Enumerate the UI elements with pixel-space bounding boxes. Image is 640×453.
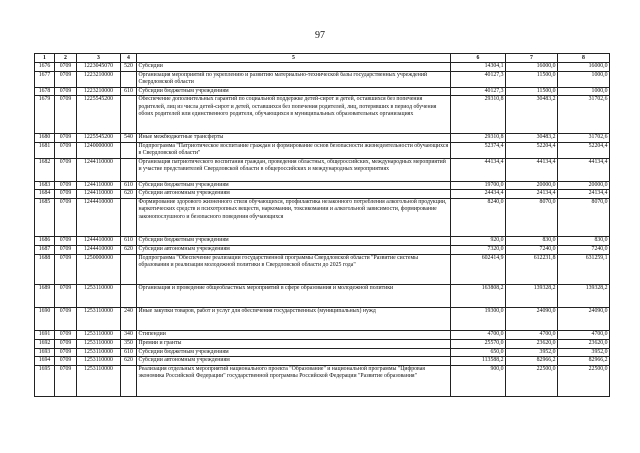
row-number-cell: 1694 [35,357,55,366]
description-cell: Субсидии бюджетным учреждениям [137,348,451,357]
description-cell: Организация и проведение общеобластных мероприятий в сфере образования и молодежной политики [137,285,451,308]
table-row [35,96,610,134]
row-number-cell: 1684 [35,190,55,199]
column-header: 1 [35,54,55,63]
section-code-cell: 0709 [55,357,77,366]
description-cell: Реализация отдельных мероприятий национального проекта "Образование" и национальной программы "Цифровая экономика Российской Федерации" государственной программы Российской Федерации "Развитие образования" [137,366,451,397]
target-article-cell: 1253110000 [77,348,121,357]
amount-2021-cell: 44134,4 [506,158,558,181]
target-article-cell: 1244110000 [77,158,121,181]
target-article-cell: 1244410000 [77,236,121,245]
target-article-cell: 1244110000 [77,181,121,190]
section-code-cell: 0709 [55,87,77,96]
amount-2021-cell: 11500,0 [506,87,558,96]
expense-type-cell: 610 [121,87,137,96]
amount-2022-cell: 23620,0 [558,339,610,348]
target-article-cell: 1253110000 [77,308,121,331]
expense-type-cell: 240 [121,308,137,331]
description-cell: Стипендии [137,330,451,339]
row-number-cell: 1682 [35,158,55,181]
section-code-cell: 0709 [55,254,77,285]
expense-type-cell: 340 [121,330,137,339]
amount-2020-cell: 113588,2 [451,357,506,366]
amount-2021-cell: 11500,0 [506,71,558,87]
target-article-cell: 1223045070 [77,63,121,72]
amount-2020-cell: 8240,0 [451,199,506,237]
table-row [35,199,610,237]
row-number-cell: 1692 [35,339,55,348]
amount-2020-cell: 19300,0 [451,308,506,331]
amount-2022-cell: 139328,2 [558,285,610,308]
table-row [35,71,610,87]
description-cell: Субсидии бюджетным учреждениям [137,236,451,245]
row-number-cell: 1685 [35,199,55,237]
column-header: 3 [77,54,121,63]
expense-type-cell: 610 [121,348,137,357]
amount-2021-cell: 52204,4 [506,142,558,158]
row-number-cell: 1688 [35,254,55,285]
section-code-cell: 0709 [55,181,77,190]
amount-2022-cell: 31702,6 [558,96,610,134]
amount-2020-cell: 14304,1 [451,63,506,72]
amount-2020-cell: 25570,0 [451,339,506,348]
section-code-cell: 0709 [55,308,77,331]
table-row [35,158,610,181]
row-number-cell: 1678 [35,87,55,96]
amount-2020-cell: 650,0 [451,348,506,357]
section-code-cell: 0709 [55,348,77,357]
amount-2021-cell: 23620,0 [506,339,558,348]
section-code-cell: 0709 [55,285,77,308]
table-body [35,63,610,397]
amount-2021-cell: 8070,0 [506,199,558,237]
table-row [35,366,610,397]
amount-2020-cell: 19700,0 [451,181,506,190]
amount-2022-cell: 24090,0 [558,308,610,331]
expense-type-cell: 540 [121,134,137,143]
table-row [35,181,610,190]
section-code-cell: 0709 [55,134,77,143]
amount-2021-cell: 4700,0 [506,330,558,339]
amount-2022-cell: 16000,0 [558,63,610,72]
row-number-cell: 1676 [35,63,55,72]
target-article-cell: 1244410000 [77,245,121,254]
amount-2022-cell: 22500,0 [558,366,610,397]
target-article-cell: 1253110000 [77,366,121,397]
row-number-cell: 1695 [35,366,55,397]
target-article-cell: 1225545200 [77,96,121,134]
amount-2022-cell: 830,0 [558,236,610,245]
row-number-cell: 1687 [35,245,55,254]
expense-type-cell: 350 [121,339,137,348]
table-row [35,63,610,72]
amount-2022-cell: 3952,0 [558,348,610,357]
target-article-cell: 1253110000 [77,357,121,366]
description-cell: Иные межбюджетные трансферты [137,134,451,143]
description-cell: Иные закупки товаров, работ и услуг для обеспечения государственных (муниципальных) нужд [137,308,451,331]
description-cell: Субсидии автономным учреждениям [137,190,451,199]
amount-2021-cell: 24134,4 [506,190,558,199]
amount-2020-cell: 24434,4 [451,190,506,199]
expense-type-cell: 610 [121,236,137,245]
amount-2022-cell: 52204,4 [558,142,610,158]
table-row [35,134,610,143]
description-cell: Подпрограмма "Патриотическое воспитание граждан и формирование основ безопасности жизнедеятельности обучающихся в Свердловской области" [137,142,451,158]
page-number: 97 [315,30,325,41]
expense-type-cell: 520 [121,63,137,72]
row-number-cell: 1677 [35,71,55,87]
description-cell: Премии и гранты [137,339,451,348]
row-number-cell: 1680 [35,134,55,143]
target-article-cell: 1223210000 [77,71,121,87]
expense-type-cell [121,285,137,308]
target-article-cell: 1240000000 [77,142,121,158]
section-code-cell: 0709 [55,339,77,348]
target-article-cell: 1253110000 [77,330,121,339]
amount-2021-cell: 20000,0 [506,181,558,190]
table-row [35,254,610,285]
amount-2021-cell: 3952,0 [506,348,558,357]
expense-type-cell [121,158,137,181]
amount-2020-cell: 52374,4 [451,142,506,158]
expense-type-cell [121,254,137,285]
amount-2020-cell: 40127,3 [451,87,506,96]
amount-2022-cell: 44134,4 [558,158,610,181]
amount-2021-cell: 830,0 [506,236,558,245]
section-code-cell: 0709 [55,158,77,181]
section-code-cell: 0709 [55,330,77,339]
table-row [35,142,610,158]
column-header: 7 [506,54,558,63]
expense-type-cell: 620 [121,245,137,254]
section-code-cell: 0709 [55,96,77,134]
amount-2021-cell: 24090,0 [506,308,558,331]
row-number-cell: 1681 [35,142,55,158]
amount-2020-cell: 29310,8 [451,96,506,134]
amount-2020-cell: 44134,4 [451,158,506,181]
amount-2020-cell: 40127,3 [451,71,506,87]
description-cell: Субсидии бюджетным учреждениям [137,181,451,190]
target-article-cell: 1223210000 [77,87,121,96]
description-cell: Субсидии автономным учреждениям [137,357,451,366]
amount-2022-cell: 24134,4 [558,190,610,199]
amount-2022-cell: 1000,0 [558,87,610,96]
table-row [35,245,610,254]
expense-type-cell [121,96,137,134]
section-code-cell: 0709 [55,236,77,245]
section-code-cell: 0709 [55,245,77,254]
expense-type-cell [121,71,137,87]
table-row [35,190,610,199]
table-row [35,339,610,348]
expense-type-cell: 620 [121,357,137,366]
section-code-cell: 0709 [55,190,77,199]
description-cell: Организация мероприятий по укреплению и развитию материально-технической базы государственных учреждений Свердловской области [137,71,451,87]
section-code-cell: 0709 [55,199,77,237]
target-article-cell: 1253110000 [77,339,121,348]
description-cell: Подпрограмма "Обеспечение реализации государственной программы Свердловской области "Развитие системы образования и реализация молодежной политики в Свердловской области до 2025 года" [137,254,451,285]
expense-type-cell: 610 [121,181,137,190]
table-row [35,285,610,308]
amount-2020-cell: 163808,2 [451,285,506,308]
table-row [35,236,610,245]
amount-2020-cell: 900,0 [451,366,506,397]
table-row [35,87,610,96]
row-number-cell: 1686 [35,236,55,245]
amount-2022-cell: 31702,6 [558,134,610,143]
row-number-cell: 1693 [35,348,55,357]
column-header: 4 [121,54,137,63]
amount-2022-cell: 20000,0 [558,181,610,190]
table-row [35,330,610,339]
amount-2021-cell: 22500,0 [506,366,558,397]
amount-2022-cell: 1000,0 [558,71,610,87]
target-article-cell: 1244110000 [77,190,121,199]
column-header: 8 [558,54,610,63]
row-number-cell: 1679 [35,96,55,134]
amount-2021-cell: 16000,0 [506,63,558,72]
column-header: 5 [137,54,451,63]
amount-2022-cell: 8070,0 [558,199,610,237]
description-cell: Субсидии бюджетным учреждениям [137,87,451,96]
target-article-cell: 1244410000 [77,199,121,237]
header-row [35,54,610,63]
row-number-cell: 1691 [35,330,55,339]
budget-table [34,53,610,397]
expense-type-cell [121,142,137,158]
amount-2020-cell: 920,0 [451,236,506,245]
description-cell: Субсидии [137,63,451,72]
row-number-cell: 1683 [35,181,55,190]
target-article-cell: 1253110000 [77,285,121,308]
amount-2021-cell: 139328,2 [506,285,558,308]
amount-2020-cell: 29310,8 [451,134,506,143]
description-cell: Субсидии автономным учреждениям [137,245,451,254]
column-header: 6 [451,54,506,63]
amount-2021-cell: 30483,2 [506,134,558,143]
row-number-cell: 1690 [35,308,55,331]
amount-2021-cell: 82966,2 [506,357,558,366]
table-row [35,308,610,331]
amount-2020-cell: 602414,9 [451,254,506,285]
description-cell: Организация патриотического воспитания граждан, проведения областных, общероссийских, международных мероприятий и участие представителей Свердловской области в общероссийских и международных мероприятиях [137,158,451,181]
section-code-cell: 0709 [55,63,77,72]
target-article-cell: 1225545200 [77,134,121,143]
amount-2022-cell: 631259,1 [558,254,610,285]
amount-2022-cell: 7240,0 [558,245,610,254]
amount-2022-cell: 82966,2 [558,357,610,366]
amount-2020-cell: 4700,0 [451,330,506,339]
table-row [35,357,610,366]
description-cell: Обеспечение дополнительных гарантий по социальной поддержке детей-сирот и детей, оставшихся без попечения родителей, лиц из числа детей-сирот и детей, оставшихся без попечения родителей, лиц, потерявших в период обучения обоих родителей или единственного родителя, обучающихся в муниципальных образовательных организациях [137,96,451,134]
amount-2022-cell: 4700,0 [558,330,610,339]
table-row [35,348,610,357]
amount-2021-cell: 7240,0 [506,245,558,254]
description-cell: Формирование здорового жизненного стиля обучающихся, профилактика незаконного потребления алкогольной продукции, наркотических средств и психотропных веществ, наркомании, токсикомании и алкогольной зависимости, формирование законопослушного и безопасного поведения обучающихся [137,199,451,237]
amount-2021-cell: 30483,2 [506,96,558,134]
target-article-cell: 1250000000 [77,254,121,285]
row-number-cell: 1689 [35,285,55,308]
expense-type-cell: 620 [121,190,137,199]
amount-2020-cell: 7320,0 [451,245,506,254]
column-header: 2 [55,54,77,63]
amount-2021-cell: 612231,8 [506,254,558,285]
section-code-cell: 0709 [55,71,77,87]
section-code-cell: 0709 [55,366,77,397]
section-code-cell: 0709 [55,142,77,158]
expense-type-cell [121,199,137,237]
expense-type-cell [121,366,137,397]
